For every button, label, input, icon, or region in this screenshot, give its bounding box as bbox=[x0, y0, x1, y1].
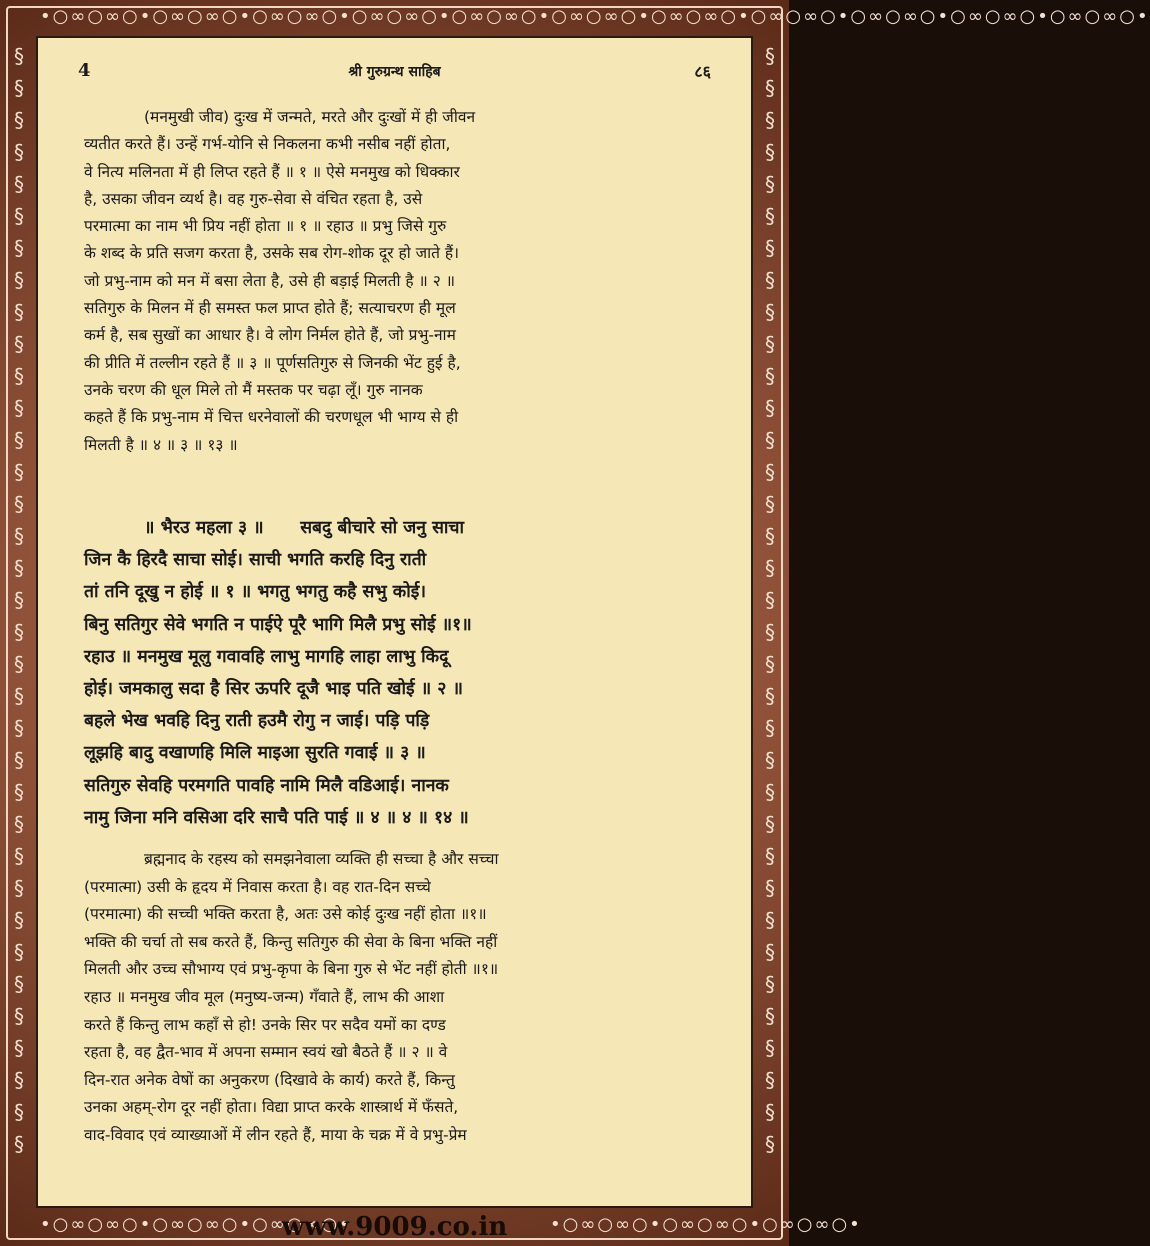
text-line: (परमात्मा) उसी के हृदय में निवास करता है। वह रात-दिन सच्चे bbox=[84, 877, 431, 896]
hindi-commentary-bottom bbox=[84, 846, 724, 1150]
text-line: ब्रह्मनाद के रहस्य को समझनेवाला व्यक्ति ही सच्चा है और सच्चा bbox=[144, 850, 499, 868]
verse-line: नामु जिना मनि वसिआ दरि साचै पति पाई ॥ ४ ॥ ४ ॥ १४ ॥ bbox=[84, 807, 469, 828]
gurbani-verse bbox=[84, 512, 724, 834]
text-line: जो प्रभु-नाम को मन में बसा लेता है, उसे ही बड़ाई मिलती है ॥ २ ॥ bbox=[84, 271, 456, 290]
text-line: उनका अहम्-रोग दूर नहीं होता। विद्या प्राप्त करके शास्त्रार्थ में फँसते, bbox=[84, 1098, 459, 1117]
scripture-page bbox=[36, 36, 753, 1208]
text-line: वे नित्य मलिनता में ही लिप्त रहते हैं ॥ १ ॥ ऐसे मनमुख को धिक्कार bbox=[84, 162, 460, 181]
text-line: कर्म है, सब सुखों का आधार है। वे लोग निर्मल होते हैं, जो प्रभु-नाम bbox=[84, 326, 456, 345]
verse-line: होई। जमकालु सदा है सिर ऊपरि दूजै भाइ पति खोई ॥ २ ॥ bbox=[84, 679, 463, 700]
page-header bbox=[38, 60, 751, 84]
verse-line: ॥ भैरउ महला ३ ॥ सबदु बीचारे सो जनु साचा bbox=[144, 518, 465, 538]
verse-line: लूझहि बादु वखाणहि मिलि माइआ सुरति गवाई ॥ ३ ॥ bbox=[84, 743, 426, 764]
page-number-right: ८६ bbox=[694, 62, 711, 81]
verse-line: जिन कै हिरदै साचा सोई। साची भगति करहि दिनु राती bbox=[84, 550, 427, 571]
verse-line: तां तनि दूखु न होई ॥ १ ॥ भगतु भगतु कहै सभु कोई। bbox=[84, 582, 426, 603]
page-title: श्री गुरुग्रन्थ साहिब bbox=[348, 64, 441, 80]
ornament-bottom-left: •○∞○∞○•○∞○∞○•○∞○∞○• bbox=[40, 1214, 352, 1235]
text-line: परमात्मा का नाम भी प्रिय नहीं होता ॥ १ ॥ रहाउ ॥ प्रभु जिसे गुरु bbox=[84, 217, 447, 236]
text-line: मिलती है ॥ ४ ॥ ३ ॥ १३ ॥ bbox=[84, 435, 238, 454]
text-line: मिलती और उच्च सौभाग्य एवं प्रभु-कृपा के बिना गुरु से भेंट नहीं होती ॥१॥ bbox=[84, 960, 499, 979]
text-line: वाद-विवाद एवं व्याख्याओं में लीन रहते हैं, माया के चक्र में वे प्रभु-प्रेम bbox=[84, 1125, 467, 1144]
page-number-left: 4 bbox=[78, 60, 91, 81]
text-line: (मनमुखी जीव) दुःख में जन्मते, मरते और दुःखों में ही जीवन bbox=[144, 108, 476, 126]
text-line: रहता है, वह द्वैत-भाव में अपना सम्मान स्वयं खो बैठते हैं ॥ २ ॥ वे bbox=[84, 1043, 448, 1062]
text-line: के शब्द के प्रति सजग करता है, उसके सब रोग-शोक दूर हो जाते हैं। bbox=[84, 244, 460, 263]
ornament-right: § § § § § § § § § § § § § § § § § § § § § § § § § § § § § § § § § § § bbox=[765, 44, 775, 1156]
text-line: रहाउ ॥ मनमुख जीव मूल (मनुष्य-जन्म) गँवाते हैं, लाभ की आशा bbox=[84, 987, 445, 1006]
website-link[interactable]: www.9009.co.in bbox=[281, 1212, 508, 1242]
text-line: कहते हैं कि प्रभु-नाम में चित्त धरनेवालों की चरणधूल भी भाग्य से ही bbox=[84, 408, 459, 427]
ornament-bottom-right: •○∞○∞○•○∞○∞○•○∞○∞○• bbox=[550, 1214, 862, 1235]
text-line: दिन-रात अनेक वेषों का अनुकरण (दिखावे के कार्य) करते हैं, किन्तु bbox=[84, 1070, 455, 1089]
verse-line: सतिगुरु सेवहि परमगति पावहि नामि मिलै वडिआई। नानक bbox=[84, 775, 449, 796]
verse-line: बहले भेख भवहि दिनु राती हउमै रोगु न जाई। पड़ि पड़ि bbox=[84, 711, 430, 732]
text-line: करते हैं किन्तु लाभ कहाँ से हो! उनके सिर पर सदैव यमों का दण्ड bbox=[84, 1015, 446, 1034]
verse-line: रहाउ ॥ मनमुख मूलु गवावहि लाभु मागहि लाहा लाभु किदू bbox=[84, 646, 449, 667]
text-line: व्यतीत करते हैं। उन्हें गर्भ-योनि से निकलना कभी नसीब नहीं होता, bbox=[84, 135, 451, 154]
text-line: (परमात्मा) की सच्ची भक्ति करता है, अतः उसे कोई दुःख नहीं होता ॥१॥ bbox=[84, 905, 487, 924]
ornament-top: •○∞○∞○•○∞○∞○•○∞○∞○•○∞○∞○•○∞○∞○•○∞○∞○•○∞○∞○•○∞○∞○•○∞○∞○•○∞○∞○•○∞○∞○• bbox=[40, 6, 1150, 27]
text-line: है, उसका जीवन व्यर्थ है। वह गुरु-सेवा से वंचित रहता है, उसे bbox=[84, 189, 423, 208]
ornament-left: § § § § § § § § § § § § § § § § § § § § § § § § § § § § § § § § § § § bbox=[14, 44, 24, 1156]
text-line: की प्रीति में तल्लीन रहते हैं ॥ ३ ॥ पूर्णसतिगुरु से जिनकी भेंट हुई है, bbox=[84, 353, 461, 372]
text-line: उनके चरण की धूल मिले तो मैं मस्तक पर चढ़ा लूँ। गुरु नानक bbox=[84, 380, 423, 399]
hindi-commentary-top bbox=[84, 104, 724, 459]
verse-line: बिनु सतिगुर सेवे भगति न पाईऐ पूरै भागि मिलै प्रभु सोई ॥१॥ bbox=[84, 614, 472, 635]
text-line: सतिगुरु के मिलन में ही समस्त फल प्राप्त होते हैं; सत्याचरण ही मूल bbox=[84, 299, 456, 318]
text-line: भक्ति की चर्चा तो सब करते हैं, किन्तु सतिगुरु की सेवा के बिना भक्ति नहीं bbox=[84, 932, 498, 951]
